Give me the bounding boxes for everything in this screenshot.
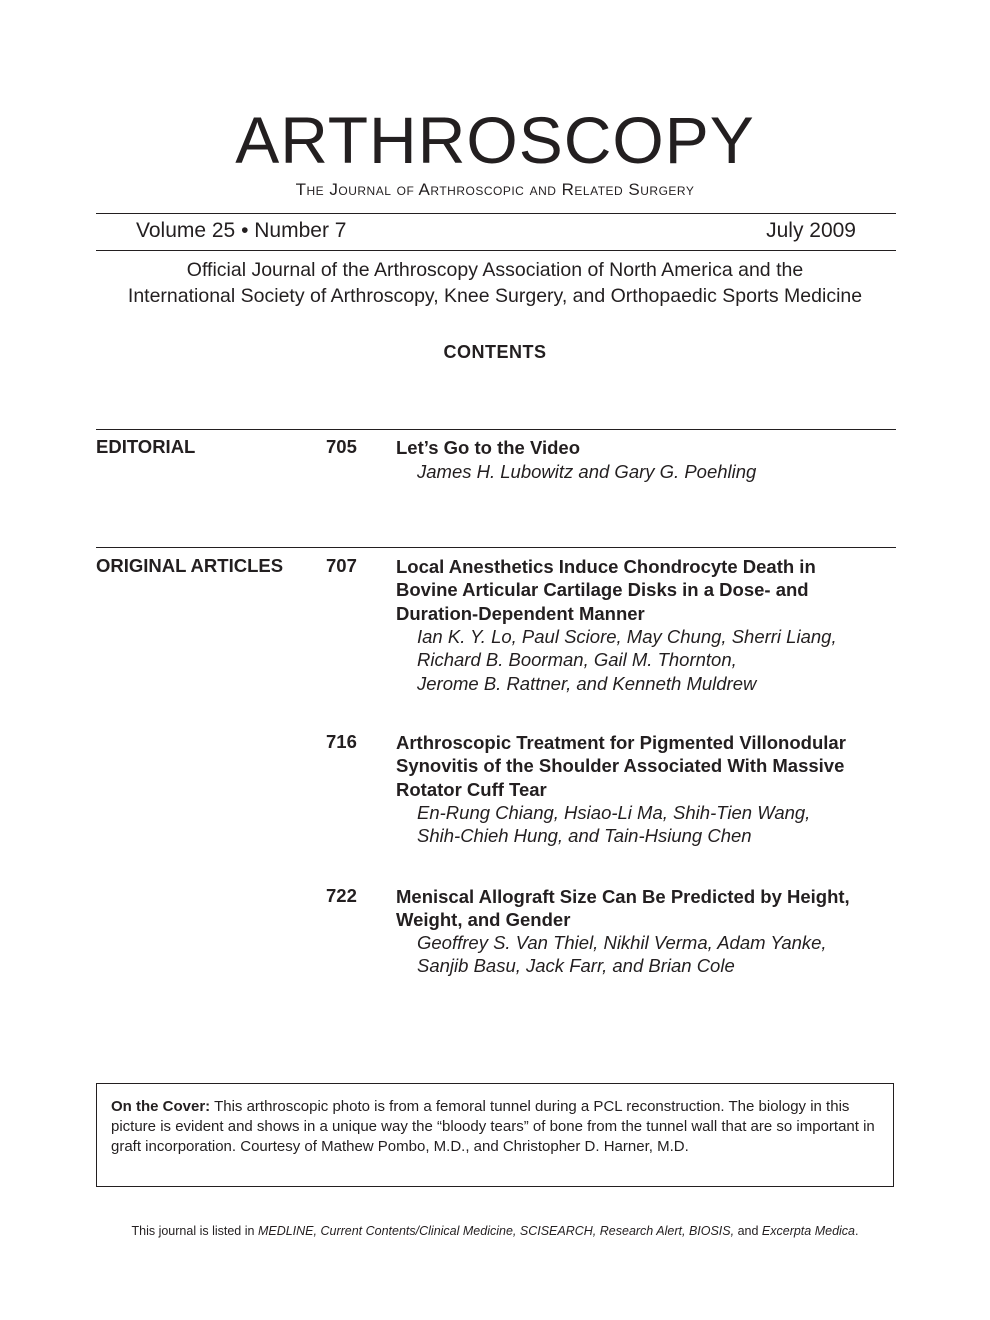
- article-authors-line: Ian K. Y. Lo, Paul Sciore, May Chung, Sherri Liang,: [417, 626, 837, 647]
- article-authors-line: En-Rung Chiang, Hsiao-Li Ma, Shih-Tien Wang,: [417, 802, 811, 823]
- article-authors-line: Geoffrey S. Van Thiel, Nikhil Verma, Adam Yanke,: [417, 932, 827, 953]
- article-title: [396, 436, 896, 459]
- article-title: [396, 555, 896, 625]
- article-authors-line: Shih-Chieh Hung, and Tain-Hsiung Chen: [417, 825, 752, 847]
- article-title-line: Weight, and Gender: [396, 909, 571, 931]
- listing-current-contents: Current Contents/Clinical Medicine,: [320, 1224, 517, 1238]
- article-authors-line: Sanjib Basu, Jack Farr, and Brian Cole: [417, 955, 735, 977]
- listing-research-alert: Research Alert,: [599, 1224, 686, 1238]
- listing-biosis: BIOSIS,: [688, 1224, 735, 1238]
- section-rule: [96, 547, 896, 548]
- article-page-number: 722: [326, 885, 357, 906]
- listing-scisearch: SCISEARCH,: [519, 1224, 597, 1238]
- listing-and: and: [734, 1224, 762, 1238]
- article-authors-line: Jerome B. Rattner, and Kenneth Muldrew: [417, 672, 757, 694]
- article-title-line: Meniscal Allograft Size Can Be Predicted by Height,: [396, 886, 850, 907]
- article-authors-line: Richard B. Boorman, Gail M. Thornton,: [417, 649, 737, 671]
- article-title: [396, 885, 896, 932]
- listing-end: .: [855, 1224, 859, 1238]
- article-authors: [417, 460, 897, 483]
- article-title-line: Let’s Go to the Video: [396, 437, 580, 458]
- article-page-number: 716: [326, 731, 357, 752]
- listing-excerpta-medica: Excerpta Medica: [761, 1224, 856, 1238]
- listing-prefix: This journal is listed in: [131, 1224, 258, 1238]
- article-page-number: 705: [326, 436, 357, 457]
- article-title-line: Synovitis of the Shoulder Associated With Massive: [396, 755, 845, 777]
- article-title-line: Local Anesthetics Induce Chondrocyte Death in: [396, 556, 816, 577]
- divider-rule: [96, 213, 896, 214]
- article-authors-line: James H. Lubowitz and Gary G. Poehling: [417, 461, 757, 482]
- article-title: [396, 731, 896, 801]
- article-authors: [417, 931, 897, 978]
- official-journal-statement: [0, 257, 990, 309]
- article-title-line: Bovine Articular Cartilage Disks in a Dose- and: [396, 579, 809, 601]
- section-rule: [96, 429, 896, 430]
- journal-title: ARTHROSCOPY: [235, 103, 755, 177]
- section-label-original-articles: ORIGINAL ARTICLES: [96, 555, 284, 576]
- cover-note-label: On the Cover:: [111, 1098, 211, 1115]
- cover-note: [111, 1097, 881, 1157]
- article-title-line: Rotator Cuff Tear: [396, 778, 547, 800]
- article-title-line: Duration-Dependent Manner: [396, 602, 645, 624]
- article-title-line: Arthroscopic Treatment for Pigmented Villonodular: [396, 732, 846, 753]
- indexing-statement: [0, 1224, 990, 1238]
- official-line: Official Journal of the Arthroscopy Association of North America and the: [186, 259, 804, 281]
- cover-note-text: This arthroscopic photo is from a femoral tunnel during a PCL reconstruction. The biology in this picture is evident and shows in a unique way the “bloody tears” of bone from the tunnel wall that are so important in graft incorporation. Courtesy of Mathew Pombo, M.D., and Christopher D. Harner, M.D.: [111, 1098, 875, 1155]
- journal-subtitle: The Journal of Arthroscopic and Related Surgery: [295, 180, 695, 199]
- article-authors: [417, 801, 897, 848]
- article-authors: [417, 625, 897, 695]
- official-line: International Society of Arthroscopy, Knee Surgery, and Orthopaedic Sports Medicine: [127, 285, 863, 307]
- article-page-number: 707: [326, 555, 357, 576]
- volume-number: Volume 25 • Number 7: [136, 219, 347, 242]
- listing-medline: MEDLINE,: [257, 1224, 317, 1238]
- contents-heading: CONTENTS: [443, 342, 547, 362]
- section-label-editorial: EDITORIAL: [96, 436, 196, 457]
- issue-date: July 2009: [766, 219, 856, 242]
- divider-rule: [96, 250, 896, 251]
